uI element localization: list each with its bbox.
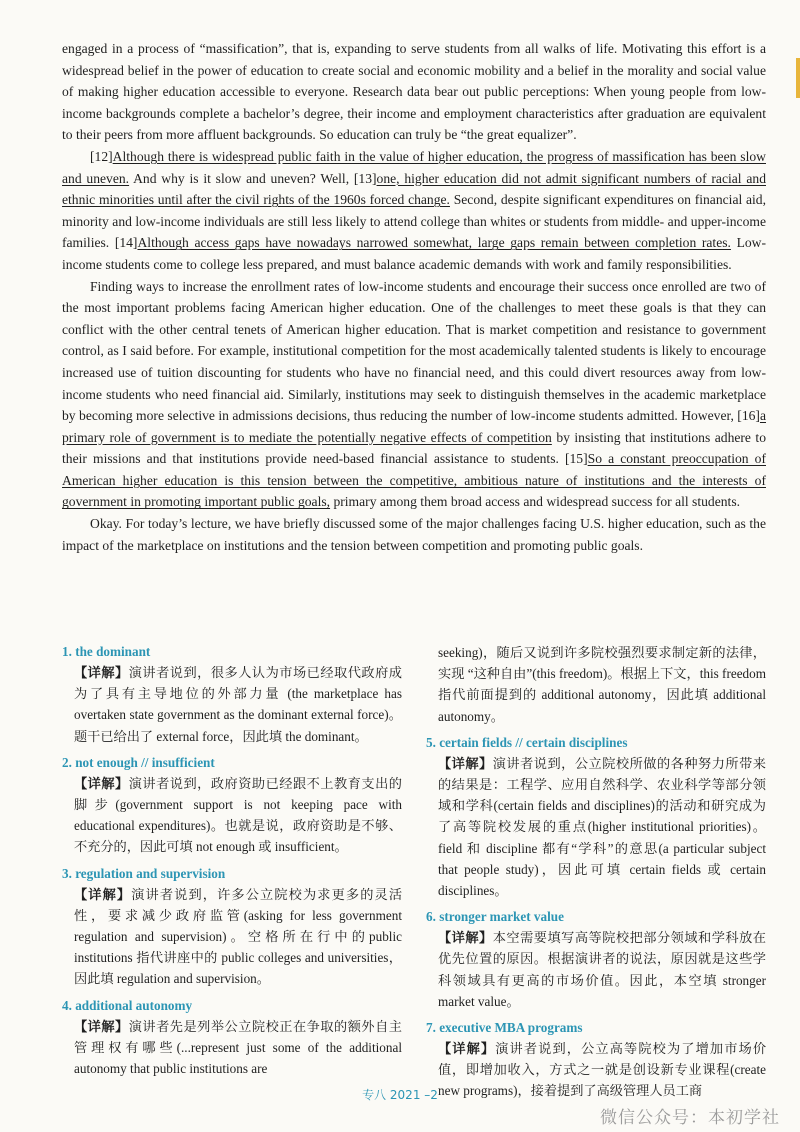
answer-column-right (426, 642, 766, 1108)
lecture-passage (62, 38, 766, 556)
underline-12: Although there is widespread public faith in the value of higher education, the progress of massification has been slow and uneven. (62, 148, 766, 186)
answer-title: 1. the dominant (62, 644, 151, 659)
page-edge-tab (796, 58, 800, 98)
underline-15: So a constant preoccupation of American higher education is this tension between the competitive, ambitious nature of institutions and the interests of government in promoting important public goals, (62, 451, 766, 510)
answer-item-4 (62, 996, 402, 1080)
passage-paragraph-1: engaged in a process of “massification”, that is, expanding to serve students from all walks of life. Motivating this effort is a widespread belief in the power of education to create social and economic mobility and a belief in the morality and social value of making higher education accessible to everyone. Research data bear out public perceptions: When young people from low-income backgrounds complete a bachelor’s degree, their income and employment characteristics after graduation are equivalent to their peers from more affluent backgrounds. So education can truly be “the great equalizer”. (62, 41, 766, 143)
answer-explanation: 【详解】演讲者说到，政府资助已经跟不上教育支出的脚步(government support is not keeping pace with educational expenditures)。也就是说，政府资助是不够、不充分的，因此可填 not enough 或 insufficient。 (74, 775, 402, 855)
answer-explanation: 【详解】本空需要填写高等院校把部分领域和学科放在优先位置的原因。根据演讲者的说法，原因就是这些学科领域具有更高的市场价值。因此，本空填 stronger market value。 (438, 930, 766, 1009)
answer-explanations (62, 642, 766, 1108)
answer-title: 4. additional autonomy (62, 997, 193, 1013)
passage-paragraph-3: Finding ways to increase the enrollment rates of low-income students and encourage their success once enrolled are two of the most important problems facing American higher education. One of the challenges to meet these goals is that they can conflict with the other central tenets of American higher education. That is market competition and resistance to government control, as I said before. For example, institutional competition for the most academically talented students is likely to encourage increased use of tuition discounting for students who have no financial need, and this could divert resources away from low-income students who need financial aid. Similarly, institutions may seek to distinguish themselves in the academic marketplace by becoming more selective in admissions decisions, thus reducing the number of low-income students admitted. However, [16]a primary role of government is to mediate the potentially negative effects of competition by insisting that institutions adhere to their missions and that institutions provide need-based financial assistance to students. [15]So a constant preoccupation of American higher education is this tension between the competitive, ambitious nature of institutions and the interests of government in promoting important public goals, primary among them broad access and widespread success for all students. (62, 278, 767, 510)
answer-title: 5. certain fields // certain disciplines (426, 734, 628, 750)
answer-item-1 (62, 642, 402, 747)
answer-item-3 (62, 864, 402, 990)
answer-item-4-continued (426, 642, 766, 727)
answer-title: 7. executive MBA programs (426, 1020, 583, 1036)
answer-explanation: 【详解】演讲者说到，许多公立院校为求更多的灵活性，要求减少政府监管(asking for less government regulation and supervision)。空格所在行中的public institutions 指代讲座中的 public colleges and universities，因此填 regulation and supervision。 (74, 886, 403, 987)
answer-column-left (62, 642, 402, 1108)
answer-title: 6. stronger market value (426, 909, 564, 925)
underline-14: Although access gaps have nowadays narrowed somewhat, large gaps remain between completion rates. (137, 235, 731, 251)
answer-explanation: 【详解】演讲者先是列举公立院校正在争取的额外自主管理权有哪些(...represent just some of the additional autonomy that public institutions are (74, 1018, 402, 1077)
answer-title: 2. not enough // insufficient (62, 754, 215, 770)
answer-explanation: 【详解】演讲者说到，很多人认为市场已经取代政府成为了具有主导地位的外部力量 (the marketplace has overtaken state government as the dominant external force)。题干已给出了 external force，因此填 the dominant。 (74, 665, 402, 744)
answer-explanation: 【详解】演讲者说到，公立院校所做的各种努力所带来的结果是：工程学、应用自然科学、农业科学等部分领域和学科(certain fields and disciplines)的活动和研究成为了高等院校发展的重点(higher institutional priorities)。field 和 discipline 都有“学科”的意思(a particular subject that people study)，因此可填 certain fields 或 certain disciplines。 (438, 755, 766, 899)
answer-item-6 (426, 907, 766, 1012)
answer-item-5 (426, 733, 766, 901)
wechat-watermark: 微信公众号：本初学社 (600, 1108, 780, 1128)
passage-paragraph-2: [12]Although there is widespread public faith in the value of higher education, the progress of massification has been slow and uneven. And why is it slow and uneven? Well, [13]one, higher education did not admit significant numbers of racial and ethnic minorities until after the civil rights of the 1960s forced change. Second, despite significant expenditures on financial aid, minority and low-income individuals are still less likely to attend college than whites or students from middle- and upper-income families. [14]Although access gaps have nowadays narrowed somewhat, large gaps remain between completion rates. Low-income students come to college less prepared, and must balance academic demands with work and family responsibilities. (62, 148, 767, 272)
page-number: 专八 2021 –2 (362, 1088, 438, 1102)
answer-explanation: 【详解】演讲者说到，公立高等院校为了增加市场价值，即增加收入，方式之一就是创设新专业课程(create new programs)，接着提到了高级管理人员工商 (438, 1041, 767, 1099)
underline-16: a primary role of government is to mediate the potentially negative effects of competition (62, 408, 766, 445)
answer-title: 3. regulation and supervision (62, 865, 226, 881)
answer-item-2 (62, 753, 402, 858)
underline-13: one, higher education did not admit significant numbers of racial and ethnic minorities until after the civil rights of the 1960s forced change. (62, 170, 766, 208)
answer-explanation-continued: seeking)，随后又说到许多院校强烈要求制定新的法律，实现 “这种自由”(this freedom)。根据上下文，this freedom 指代前面提到的 additional autonomy，因此填 additional autonomy。 (438, 645, 766, 724)
passage-paragraph-4: Okay. For today’s lecture, we have briefly discussed some of the major challenges facing U.S. higher education, such as the impact of the marketplace on institutions and the tension between competition and promoting public goals. (62, 516, 766, 553)
